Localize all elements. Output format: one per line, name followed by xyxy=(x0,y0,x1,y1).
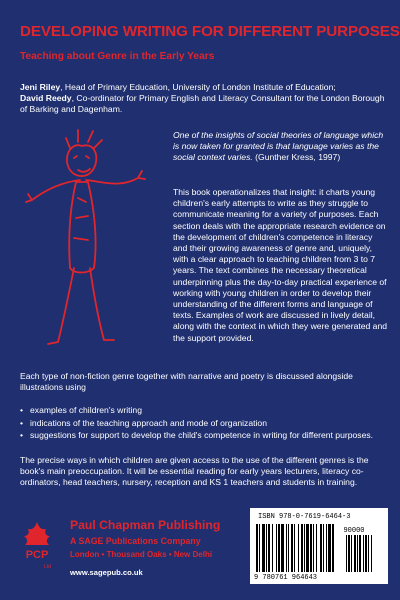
barcode-bar xyxy=(286,524,287,572)
barcode-bar xyxy=(276,524,277,572)
closing-paragraph: The precise ways in which children are given access to the use of the different genres is the book's main preoccupation. It will be essential reading for early years lecturers, literacy co-ordinators, head teachers, nursery, reception and KS 1 teachers and students in training. xyxy=(20,455,369,488)
barcode-addon: 90000 xyxy=(343,527,365,535)
barcode-addon-bar xyxy=(346,535,347,572)
list-item-text: indications of the teaching approach and mode of organization xyxy=(30,417,267,428)
barcode-bar xyxy=(316,524,317,572)
barcode-addon-bar xyxy=(363,535,364,572)
barcode-bar xyxy=(288,524,289,572)
barcode-addon-bar xyxy=(348,535,350,572)
barcode-addon-bar xyxy=(371,535,372,572)
book-title: DEVELOPING WRITING FOR DIFFERENT PURPOSES xyxy=(20,23,400,40)
list-item xyxy=(20,430,385,441)
author-entry xyxy=(20,82,385,93)
barcode-bar xyxy=(326,524,327,572)
quote-text: One of the insights of social theories of language which is now taken for granted is that language varies as the social context varies. xyxy=(173,130,384,163)
author-credits xyxy=(20,82,385,115)
barcode-addon-bar xyxy=(357,535,358,572)
book-subtitle: Teaching about Genre in the Early Years xyxy=(20,51,215,62)
barcode-bar xyxy=(268,524,270,572)
barcode-bar xyxy=(313,524,314,572)
barcode-bar xyxy=(328,524,331,572)
barcode-addon-bar xyxy=(354,535,356,572)
barcode-bar xyxy=(259,524,260,572)
list-item xyxy=(20,405,385,416)
barcode-bar xyxy=(291,524,293,572)
publisher-cities: London • Thousand Oaks • New Delhi xyxy=(70,550,213,559)
barcode-bars xyxy=(254,522,384,580)
barcode-bar xyxy=(281,524,284,572)
author-role: , Head of Primary Education, University of London Institute of Education; xyxy=(60,82,336,92)
list-item-text: examples of children's writing xyxy=(30,405,142,415)
publisher-company: A SAGE Publications Company xyxy=(70,536,201,546)
description-paragraph: This book operationalizes that insight: it charts young children's early attempts to write as they struggle to communicate meaning for a variety of purposes. Each section deals with the appropriate research evidence on the development of children's competence in literacy and their growing awareness of genre and, uniquely, with a clear approach to teaching children from 3 to 7 years. The text combines the necessary theoretical underpinning plus the day-to-day practical experience of working with young children in order to develop their understanding of the different forms and language of texts. Examples of work are discussed in lively detail, along with the context in which they were generated and the support provided. xyxy=(173,187,388,343)
barcode-bar xyxy=(278,524,280,572)
barcode-bar xyxy=(298,524,299,572)
author-name: Jeni Riley xyxy=(20,82,61,92)
barcode-bar xyxy=(266,524,267,572)
quote-attribution: (Gunther Kress, 1997) xyxy=(252,152,341,163)
genre-intro: Each type of non-fiction genre together with narrative and poetry is discussed alongside illustrations using xyxy=(20,371,353,393)
barcode-bar xyxy=(323,524,324,572)
bullet-icon: • xyxy=(20,405,24,415)
barcode-bar xyxy=(306,524,309,572)
logo-text: PCP xyxy=(25,549,49,561)
logo-ltd: Ltd xyxy=(44,564,51,570)
barcode-bar xyxy=(304,524,305,572)
epigraph-quote xyxy=(173,130,388,164)
barcode-bar xyxy=(294,524,295,572)
isbn-label: ISBN 978-0-7619-6464-3 xyxy=(258,513,351,521)
publisher-name: Paul Chapman Publishing xyxy=(70,518,221,532)
barcode-addon-bar xyxy=(351,535,352,572)
author-entry xyxy=(20,93,385,115)
barcode-bar xyxy=(320,524,322,572)
barcode-digits: 9 780761 964643 xyxy=(254,574,318,582)
barcode-bar xyxy=(256,524,258,572)
pcp-logo-icon xyxy=(16,520,58,570)
barcode-bar xyxy=(262,524,265,572)
barcode-addon-bar xyxy=(368,535,369,572)
barcode-addon-bar xyxy=(365,535,367,572)
child-drawing-illustration xyxy=(24,118,152,358)
barcode xyxy=(250,508,388,584)
barcode-bar xyxy=(272,524,273,572)
publisher-website: www.sagepub.co.uk xyxy=(70,568,143,577)
barcode-bar xyxy=(301,524,303,572)
barcode-bar xyxy=(332,524,334,572)
barcode-bar xyxy=(310,524,312,572)
author-role: , Co-ordinator for Primary English and Literacy Consultant for the London Borough of Barking and Dagenham. xyxy=(20,93,385,114)
list-item xyxy=(20,418,385,429)
bullet-icon: • xyxy=(20,430,24,441)
feature-list xyxy=(20,405,385,443)
bullet-icon: • xyxy=(20,417,24,428)
barcode-addon-bar xyxy=(359,535,361,572)
list-item-text: suggestions for support to develop the child's competence in writing for different purposes. xyxy=(30,430,374,441)
author-name: David Reedy xyxy=(20,93,72,103)
